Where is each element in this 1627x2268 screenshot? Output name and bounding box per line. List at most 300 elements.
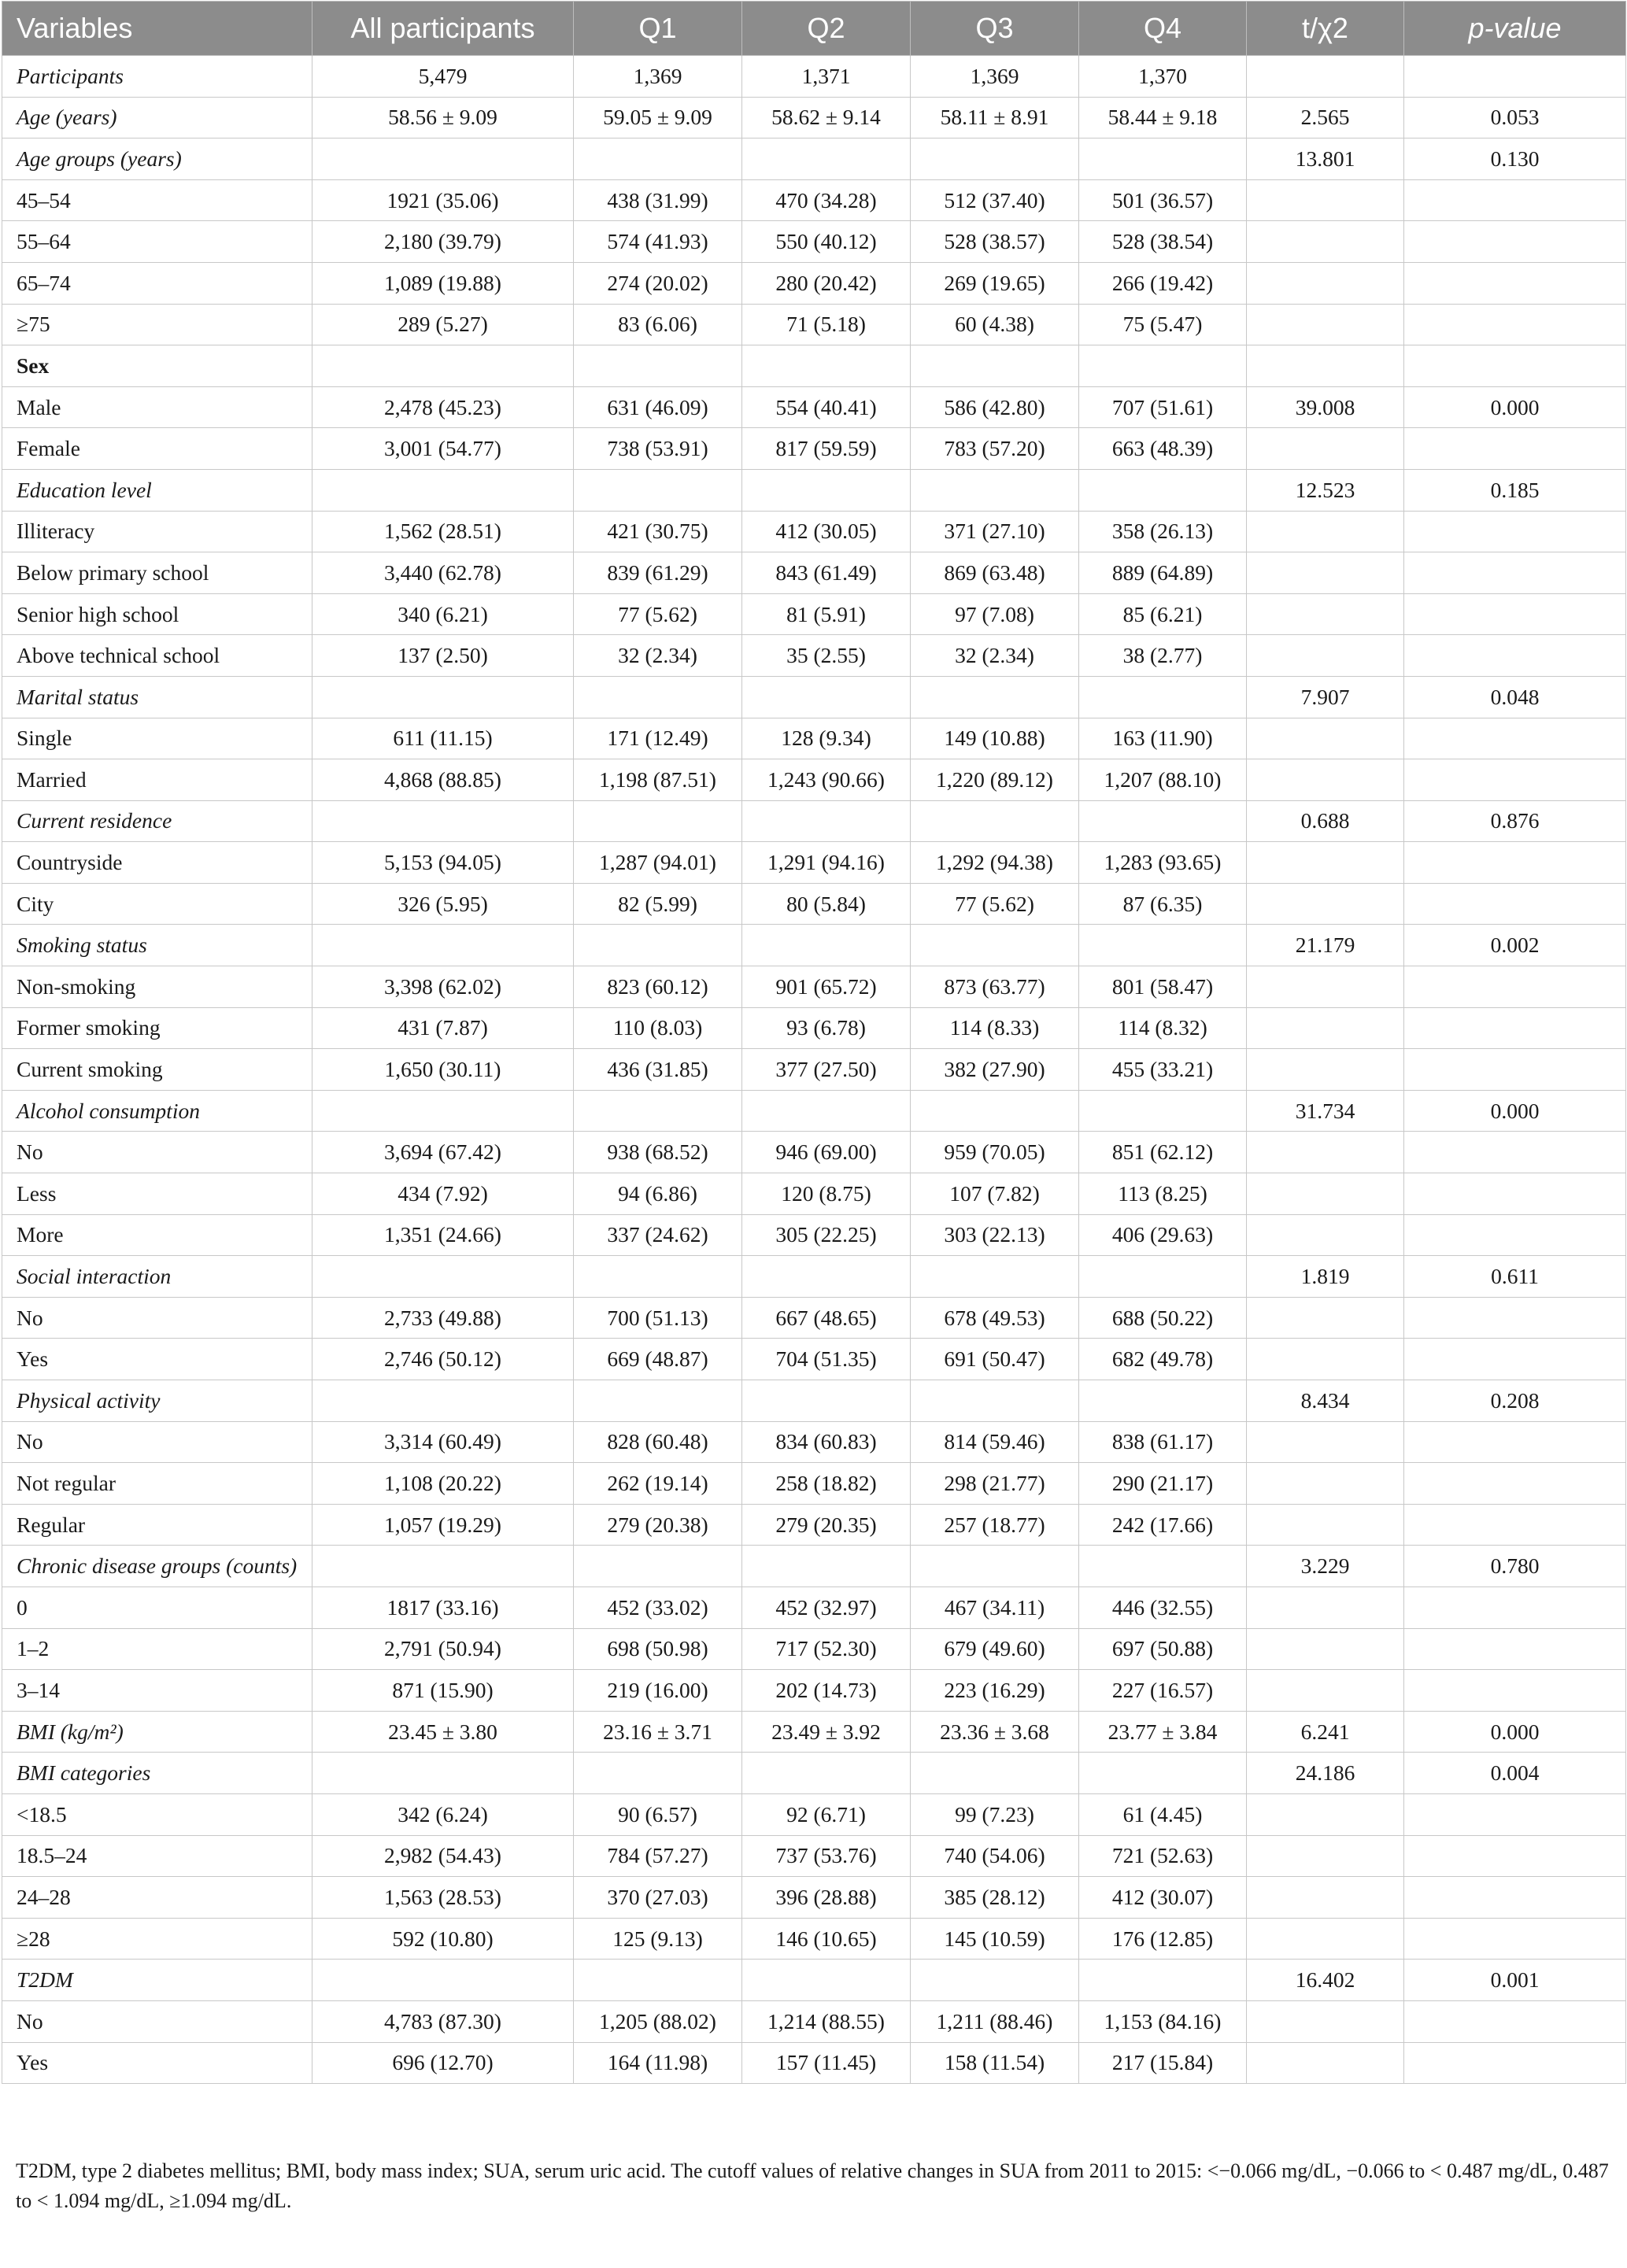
cell-q1 <box>574 800 742 842</box>
cell-q2 <box>742 1256 911 1298</box>
cell-q4 <box>1079 1090 1247 1132</box>
cell-p-value <box>1404 635 1626 677</box>
cell-variable: City <box>2 883 312 925</box>
cell-all-participants <box>312 139 574 180</box>
table-row <box>2 1256 1626 1298</box>
cell-t-chi2 <box>1247 511 1404 552</box>
cell-q3: 873 (63.77) <box>911 966 1079 1008</box>
cell-q2: 946 (69.00) <box>742 1132 911 1173</box>
cell-t-chi2 <box>1247 1877 1404 1919</box>
cell-all-participants <box>312 1380 574 1422</box>
cell-q3 <box>911 676 1079 718</box>
table-row <box>2 1918 1626 1960</box>
cell-q2 <box>742 1753 911 1794</box>
table-row <box>2 1504 1626 1546</box>
cell-q3 <box>911 1546 1079 1587</box>
cell-p-value <box>1404 1504 1626 1546</box>
cell-p-value: 0.208 <box>1404 1380 1626 1422</box>
table-row <box>2 842 1626 884</box>
cell-q1: 784 (57.27) <box>574 1835 742 1877</box>
cell-q4: 1,370 <box>1079 56 1247 98</box>
cell-q4: 406 (29.63) <box>1079 1214 1247 1256</box>
cell-q1 <box>574 1546 742 1587</box>
cell-p-value <box>1404 262 1626 304</box>
cell-q2: 470 (34.28) <box>742 179 911 221</box>
cell-p-value <box>1404 428 1626 470</box>
cell-variable: Sex <box>2 345 312 387</box>
cell-q4 <box>1079 800 1247 842</box>
cell-q2: 412 (30.05) <box>742 511 911 552</box>
cell-all-participants <box>312 1753 574 1794</box>
cell-t-chi2 <box>1247 345 1404 387</box>
cell-p-value <box>1404 1297 1626 1339</box>
cell-t-chi2 <box>1247 1339 1404 1380</box>
cell-q2: 667 (48.65) <box>742 1297 911 1339</box>
cell-all-participants: 2,733 (49.88) <box>312 1297 574 1339</box>
cell-variable: No <box>2 2000 312 2042</box>
table-row <box>2 1007 1626 1049</box>
cell-q1: 219 (16.00) <box>574 1670 742 1712</box>
cell-q2: 1,291 (94.16) <box>742 842 911 884</box>
cell-q4: 163 (11.90) <box>1079 718 1247 759</box>
table-row <box>2 345 1626 387</box>
cell-q4: 707 (51.61) <box>1079 386 1247 428</box>
table-row <box>2 1670 1626 1712</box>
cell-q2: 146 (10.65) <box>742 1918 911 1960</box>
cell-q1: 839 (61.29) <box>574 552 742 594</box>
cell-q3: 107 (7.82) <box>911 1173 1079 1215</box>
table-row <box>2 304 1626 345</box>
cell-t-chi2 <box>1247 1214 1404 1256</box>
cell-q1: 823 (60.12) <box>574 966 742 1008</box>
cell-q4: 721 (52.63) <box>1079 1835 1247 1877</box>
cell-all-participants: 1921 (35.06) <box>312 179 574 221</box>
cell-variable: Smoking status <box>2 925 312 966</box>
cell-t-chi2 <box>1247 1173 1404 1215</box>
cell-t-chi2 <box>1247 1670 1404 1712</box>
cell-q4: 1,207 (88.10) <box>1079 759 1247 801</box>
cell-p-value: 0.130 <box>1404 139 1626 180</box>
table-row <box>2 97 1626 139</box>
cell-q4: 889 (64.89) <box>1079 552 1247 594</box>
cell-all-participants <box>312 345 574 387</box>
cell-q2: 81 (5.91) <box>742 593 911 635</box>
cell-q2: 554 (40.41) <box>742 386 911 428</box>
cell-q1: 82 (5.99) <box>574 883 742 925</box>
cell-p-value <box>1404 1918 1626 1960</box>
cell-variable: 0 <box>2 1586 312 1628</box>
cell-q1: 94 (6.86) <box>574 1173 742 1215</box>
cell-q4: 528 (38.54) <box>1079 221 1247 263</box>
cell-p-value: 0.002 <box>1404 925 1626 966</box>
cell-q1 <box>574 925 742 966</box>
cell-p-value <box>1404 842 1626 884</box>
cell-t-chi2 <box>1247 1049 1404 1091</box>
cell-t-chi2 <box>1247 2042 1404 2084</box>
cell-q3 <box>911 1090 1079 1132</box>
cell-t-chi2 <box>1247 759 1404 801</box>
cell-all-participants: 1,108 (20.22) <box>312 1463 574 1505</box>
cell-q2: 157 (11.45) <box>742 2042 911 2084</box>
cell-all-participants: 342 (6.24) <box>312 1793 574 1835</box>
cell-q3 <box>911 139 1079 180</box>
cell-variable: Physical activity <box>2 1380 312 1422</box>
cell-q1: 23.16 ± 3.71 <box>574 1711 742 1753</box>
cell-variable: 45–54 <box>2 179 312 221</box>
cell-t-chi2: 6.241 <box>1247 1711 1404 1753</box>
cell-q2: 377 (27.50) <box>742 1049 911 1091</box>
cell-q3: 303 (22.13) <box>911 1214 1079 1256</box>
cell-q1: 1,369 <box>574 56 742 98</box>
cell-q2 <box>742 1380 911 1422</box>
cell-all-participants <box>312 1960 574 2001</box>
cell-all-participants: 1,650 (30.11) <box>312 1049 574 1091</box>
cell-q3: 158 (11.54) <box>911 2042 1079 2084</box>
cell-q2 <box>742 345 911 387</box>
cell-p-value <box>1404 759 1626 801</box>
cell-t-chi2: 7.907 <box>1247 676 1404 718</box>
cell-p-value: 0.000 <box>1404 1090 1626 1132</box>
cell-q2: 396 (28.88) <box>742 1877 911 1919</box>
cell-all-participants <box>312 1546 574 1587</box>
cell-p-value <box>1404 1628 1626 1670</box>
cell-all-participants: 1817 (33.16) <box>312 1586 574 1628</box>
cell-q4 <box>1079 1960 1247 2001</box>
cell-variable: No <box>2 1421 312 1463</box>
cell-p-value <box>1404 718 1626 759</box>
cell-q3 <box>911 1256 1079 1298</box>
cell-q1: 669 (48.87) <box>574 1339 742 1380</box>
cell-variable: Above technical school <box>2 635 312 677</box>
cell-t-chi2 <box>1247 304 1404 345</box>
cell-variable: Less <box>2 1173 312 1215</box>
cell-q4: 114 (8.32) <box>1079 1007 1247 1049</box>
table-row <box>2 1297 1626 1339</box>
cell-p-value <box>1404 56 1626 98</box>
cell-q2 <box>742 1546 911 1587</box>
cell-all-participants: 3,314 (60.49) <box>312 1421 574 1463</box>
cell-t-chi2: 39.008 <box>1247 386 1404 428</box>
cell-q2: 704 (51.35) <box>742 1339 911 1380</box>
cell-q3: 586 (42.80) <box>911 386 1079 428</box>
table-row <box>2 593 1626 635</box>
table-row <box>2 1546 1626 1587</box>
cell-q4: 358 (26.13) <box>1079 511 1247 552</box>
cell-variable: More <box>2 1214 312 1256</box>
cell-q2 <box>742 925 911 966</box>
cell-all-participants: 1,089 (19.88) <box>312 262 574 304</box>
cell-all-participants: 871 (15.90) <box>312 1670 574 1712</box>
cell-q1 <box>574 1960 742 2001</box>
cell-q1: 1,205 (88.02) <box>574 2000 742 2042</box>
cell-q3: 99 (7.23) <box>911 1793 1079 1835</box>
cell-all-participants: 2,180 (39.79) <box>312 221 574 263</box>
cell-q3: 959 (70.05) <box>911 1132 1079 1173</box>
cell-q4: 266 (19.42) <box>1079 262 1247 304</box>
cell-q3: 1,369 <box>911 56 1079 98</box>
cell-q2 <box>742 1090 911 1132</box>
cell-all-participants <box>312 1256 574 1298</box>
cell-q2: 93 (6.78) <box>742 1007 911 1049</box>
cell-variable: Age (years) <box>2 97 312 139</box>
cell-q1 <box>574 1380 742 1422</box>
cell-q2: 120 (8.75) <box>742 1173 911 1215</box>
cell-variable: Illiteracy <box>2 511 312 552</box>
cell-all-participants: 3,398 (62.02) <box>312 966 574 1008</box>
cell-p-value <box>1404 304 1626 345</box>
cell-variable: No <box>2 1132 312 1173</box>
cell-q3: 385 (28.12) <box>911 1877 1079 1919</box>
cell-q1 <box>574 1090 742 1132</box>
cell-q3: 869 (63.48) <box>911 552 1079 594</box>
cell-t-chi2 <box>1247 552 1404 594</box>
cell-q1: 171 (12.49) <box>574 718 742 759</box>
cell-q2: 1,243 (90.66) <box>742 759 911 801</box>
cell-t-chi2 <box>1247 718 1404 759</box>
cell-t-chi2: 2.565 <box>1247 97 1404 139</box>
cell-all-participants: 611 (11.15) <box>312 718 574 759</box>
table-row <box>2 1339 1626 1380</box>
cell-p-value <box>1404 1793 1626 1835</box>
cell-variable: 18.5–24 <box>2 1835 312 1877</box>
cell-variable: <18.5 <box>2 1793 312 1835</box>
cell-q2: 92 (6.71) <box>742 1793 911 1835</box>
cell-q2 <box>742 1960 911 2001</box>
cell-p-value: 0.876 <box>1404 800 1626 842</box>
cell-p-value: 0.053 <box>1404 97 1626 139</box>
table-row <box>2 1090 1626 1132</box>
cell-t-chi2 <box>1247 1463 1404 1505</box>
header-p-value-text: p-value <box>1468 12 1562 44</box>
cell-q1: 700 (51.13) <box>574 1297 742 1339</box>
cell-q2: 80 (5.84) <box>742 883 911 925</box>
cell-p-value <box>1404 1877 1626 1919</box>
cell-q2: 202 (14.73) <box>742 1670 911 1712</box>
cell-variable: Participants <box>2 56 312 98</box>
cell-q1: 828 (60.48) <box>574 1421 742 1463</box>
cell-q3: 269 (19.65) <box>911 262 1079 304</box>
cell-t-chi2 <box>1247 428 1404 470</box>
cell-q2: 23.49 ± 3.92 <box>742 1711 911 1753</box>
cell-p-value: 0.000 <box>1404 1711 1626 1753</box>
table-row <box>2 883 1626 925</box>
cell-q1: 125 (9.13) <box>574 1918 742 1960</box>
cell-all-participants: 592 (10.80) <box>312 1918 574 1960</box>
cell-t-chi2 <box>1247 883 1404 925</box>
cell-q3: 60 (4.38) <box>911 304 1079 345</box>
header-q1: Q1 <box>574 2 742 56</box>
cell-p-value <box>1404 511 1626 552</box>
cell-variable: T2DM <box>2 1960 312 2001</box>
cell-p-value <box>1404 1421 1626 1463</box>
cell-q3: 1,211 (88.46) <box>911 2000 1079 2042</box>
cell-t-chi2 <box>1247 262 1404 304</box>
cell-q2 <box>742 469 911 511</box>
cell-all-participants: 2,791 (50.94) <box>312 1628 574 1670</box>
cell-all-participants <box>312 925 574 966</box>
cell-q4: 61 (4.45) <box>1079 1793 1247 1835</box>
cell-t-chi2 <box>1247 1628 1404 1670</box>
cell-t-chi2 <box>1247 179 1404 221</box>
cell-variable: Social interaction <box>2 1256 312 1298</box>
cell-variable: ≥28 <box>2 1918 312 1960</box>
cell-q3: 1,292 (94.38) <box>911 842 1079 884</box>
cell-q4: 1,283 (93.65) <box>1079 842 1247 884</box>
cell-q1 <box>574 345 742 387</box>
cell-q4: 697 (50.88) <box>1079 1628 1247 1670</box>
cell-q4: 663 (48.39) <box>1079 428 1247 470</box>
cell-variable: Chronic disease groups (counts) <box>2 1546 312 1587</box>
cell-variable: Female <box>2 428 312 470</box>
cell-q4: 38 (2.77) <box>1079 635 1247 677</box>
table-body <box>2 56 1626 2084</box>
cell-t-chi2 <box>1247 966 1404 1008</box>
cell-p-value <box>1404 1835 1626 1877</box>
cell-p-value <box>1404 1007 1626 1049</box>
cell-q1 <box>574 676 742 718</box>
cell-q4 <box>1079 925 1247 966</box>
cell-q1: 77 (5.62) <box>574 593 742 635</box>
cell-t-chi2 <box>1247 1132 1404 1173</box>
cell-q4 <box>1079 139 1247 180</box>
cell-q3: 691 (50.47) <box>911 1339 1079 1380</box>
cell-all-participants: 58.56 ± 9.09 <box>312 97 574 139</box>
cell-q3 <box>911 1380 1079 1422</box>
cell-t-chi2: 24.186 <box>1247 1753 1404 1794</box>
cell-t-chi2: 1.819 <box>1247 1256 1404 1298</box>
cell-variable: Yes <box>2 1339 312 1380</box>
cell-p-value <box>1404 2042 1626 2084</box>
cell-variable: Not regular <box>2 1463 312 1505</box>
cell-p-value: 0.185 <box>1404 469 1626 511</box>
cell-q3: 114 (8.33) <box>911 1007 1079 1049</box>
cell-t-chi2: 31.734 <box>1247 1090 1404 1132</box>
cell-t-chi2 <box>1247 1007 1404 1049</box>
table-row <box>2 718 1626 759</box>
cell-q3: 740 (54.06) <box>911 1835 1079 1877</box>
cell-q1: 1,287 (94.01) <box>574 842 742 884</box>
cell-p-value <box>1404 221 1626 263</box>
cell-q3: 382 (27.90) <box>911 1049 1079 1091</box>
cell-q4: 688 (50.22) <box>1079 1297 1247 1339</box>
cell-q2 <box>742 139 911 180</box>
cell-variable: Married <box>2 759 312 801</box>
cell-q3 <box>911 469 1079 511</box>
cell-q3: 77 (5.62) <box>911 883 1079 925</box>
cell-all-participants <box>312 1090 574 1132</box>
cell-q2: 817 (59.59) <box>742 428 911 470</box>
cell-q3: 1,220 (89.12) <box>911 759 1079 801</box>
cell-p-value <box>1404 1049 1626 1091</box>
cell-q4: 176 (12.85) <box>1079 1918 1247 1960</box>
cell-q1: 164 (11.98) <box>574 2042 742 2084</box>
cell-q4: 217 (15.84) <box>1079 2042 1247 2084</box>
cell-p-value <box>1404 1463 1626 1505</box>
cell-all-participants: 2,478 (45.23) <box>312 386 574 428</box>
table-row <box>2 759 1626 801</box>
table-row <box>2 800 1626 842</box>
cell-q4: 58.44 ± 9.18 <box>1079 97 1247 139</box>
cell-q3: 679 (49.60) <box>911 1628 1079 1670</box>
cell-q4: 85 (6.21) <box>1079 593 1247 635</box>
table-footnote: T2DM, type 2 diabetes mellitus; BMI, body mass index; SUA, serum uric acid. The cutoff values of relative changes in SUA from 2011 to 2015: <−0.066 mg/dL, −0.066 to < 0.487 mg/dL, 0.487 to < 1.094 mg/dL, ≥1.094 mg/dL. <box>16 2159 1609 2212</box>
cell-q1: 274 (20.02) <box>574 262 742 304</box>
cell-p-value: 0.780 <box>1404 1546 1626 1587</box>
cell-q3: 257 (18.77) <box>911 1504 1079 1546</box>
table-row <box>2 221 1626 263</box>
table-row <box>2 2042 1626 2084</box>
cell-p-value <box>1404 1670 1626 1712</box>
cell-t-chi2 <box>1247 1793 1404 1835</box>
cell-q3: 58.11 ± 8.91 <box>911 97 1079 139</box>
cell-variable: Yes <box>2 2042 312 2084</box>
cell-q2: 279 (20.35) <box>742 1504 911 1546</box>
cell-q2 <box>742 676 911 718</box>
cell-variable: Age groups (years) <box>2 139 312 180</box>
cell-p-value <box>1404 1339 1626 1380</box>
cell-all-participants: 3,001 (54.77) <box>312 428 574 470</box>
table-row <box>2 179 1626 221</box>
header-p-value <box>1404 2 1626 56</box>
table-row <box>2 1877 1626 1919</box>
cell-q4: 801 (58.47) <box>1079 966 1247 1008</box>
table-row <box>2 1628 1626 1670</box>
table-row <box>2 1960 1626 2001</box>
cell-q4: 1,153 (84.16) <box>1079 2000 1247 2042</box>
cell-q1: 698 (50.98) <box>574 1628 742 1670</box>
cell-variable: Senior high school <box>2 593 312 635</box>
cell-q3: 32 (2.34) <box>911 635 1079 677</box>
cell-t-chi2: 12.523 <box>1247 469 1404 511</box>
cell-q4 <box>1079 1380 1247 1422</box>
cell-p-value <box>1404 345 1626 387</box>
cell-q4: 23.77 ± 3.84 <box>1079 1711 1247 1753</box>
cell-q4 <box>1079 676 1247 718</box>
cell-all-participants: 2,982 (54.43) <box>312 1835 574 1877</box>
cell-p-value: 0.001 <box>1404 1960 1626 2001</box>
cell-variable: Education level <box>2 469 312 511</box>
cell-q1: 110 (8.03) <box>574 1007 742 1049</box>
cell-all-participants: 5,153 (94.05) <box>312 842 574 884</box>
cell-variable: 55–64 <box>2 221 312 263</box>
table-row <box>2 386 1626 428</box>
cell-p-value <box>1404 552 1626 594</box>
cell-q3: 814 (59.46) <box>911 1421 1079 1463</box>
cell-q2: 550 (40.12) <box>742 221 911 263</box>
table-row <box>2 1463 1626 1505</box>
cell-variable: Marital status <box>2 676 312 718</box>
cell-t-chi2: 21.179 <box>1247 925 1404 966</box>
cell-t-chi2 <box>1247 221 1404 263</box>
cell-q2: 71 (5.18) <box>742 304 911 345</box>
cell-q4: 412 (30.07) <box>1079 1877 1247 1919</box>
cell-variable: 1–2 <box>2 1628 312 1670</box>
characteristics-table <box>2 1 1626 2084</box>
table-row <box>2 262 1626 304</box>
cell-q4: 227 (16.57) <box>1079 1670 1247 1712</box>
cell-q2: 834 (60.83) <box>742 1421 911 1463</box>
table-row <box>2 1835 1626 1877</box>
cell-q4: 290 (21.17) <box>1079 1463 1247 1505</box>
cell-all-participants: 3,694 (67.42) <box>312 1132 574 1173</box>
cell-q2: 901 (65.72) <box>742 966 911 1008</box>
table-row <box>2 552 1626 594</box>
header-q3: Q3 <box>911 2 1079 56</box>
cell-q2: 280 (20.42) <box>742 262 911 304</box>
cell-q4: 113 (8.25) <box>1079 1173 1247 1215</box>
table-row <box>2 635 1626 677</box>
cell-all-participants: 137 (2.50) <box>312 635 574 677</box>
